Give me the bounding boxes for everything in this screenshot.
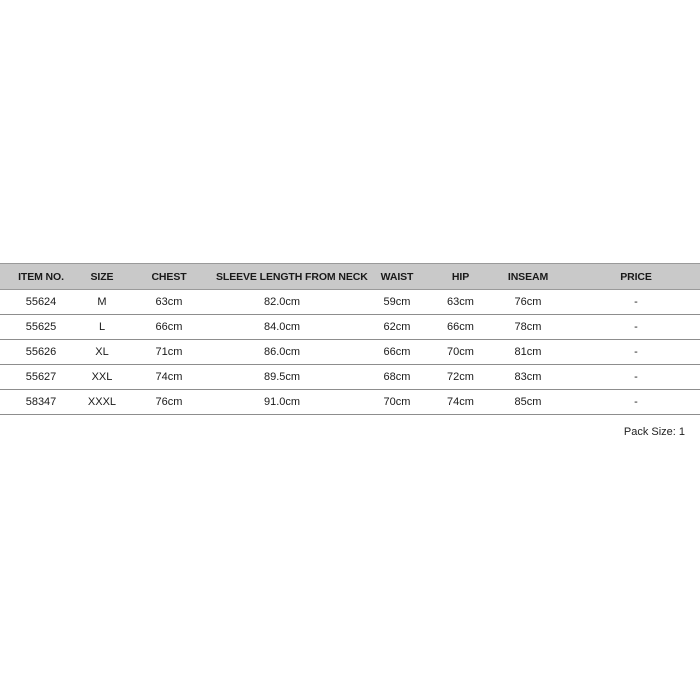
- waist-cell: 68cm: [383, 371, 411, 383]
- header-sleeve-length: SLEEVE LENGTH FROM NECK: [216, 270, 368, 283]
- price-cell: -: [634, 296, 638, 308]
- hip-cell: 70cm: [447, 346, 474, 358]
- hip-cell: 63cm: [447, 296, 474, 308]
- waist-cell: 70cm: [383, 396, 411, 408]
- chest-cell: 66cm: [155, 321, 183, 333]
- table-row: [0, 290, 700, 315]
- item-no-cell: 58347: [25, 396, 57, 408]
- header-waist: WAIST: [380, 270, 414, 283]
- chest-cell: 71cm: [155, 346, 183, 358]
- header-size: SIZE: [90, 270, 114, 283]
- item-no-cell: 55626: [25, 346, 57, 358]
- chest-cell: 76cm: [155, 396, 183, 408]
- chest-cell: 63cm: [155, 296, 183, 308]
- inseam-cell: 83cm: [514, 371, 542, 383]
- size-cell: XXL: [91, 371, 113, 383]
- size-chart-table: [0, 263, 700, 415]
- size-cell: XL: [95, 346, 109, 358]
- table-row: [0, 365, 700, 390]
- item-no-cell: 55625: [25, 321, 57, 333]
- table-header-row: [0, 263, 700, 290]
- waist-cell: 59cm: [383, 296, 411, 308]
- price-cell: -: [634, 346, 638, 358]
- hip-cell: 72cm: [447, 371, 474, 383]
- table-row: [0, 315, 700, 340]
- sleeve-length-cell: 91.0cm: [263, 396, 301, 408]
- header-item-no: ITEM NO.: [18, 270, 64, 283]
- sleeve-length-cell: 86.0cm: [263, 346, 301, 358]
- hip-cell: 74cm: [447, 396, 474, 408]
- item-no-cell: 55627: [25, 371, 57, 383]
- header-price: PRICE: [620, 270, 652, 283]
- header-chest: CHEST: [151, 270, 187, 283]
- size-cell: M: [97, 296, 107, 308]
- table-row: [0, 340, 700, 365]
- size-cell: L: [98, 321, 106, 333]
- size-cell: XXXL: [87, 396, 117, 408]
- header-hip: HIP: [451, 270, 470, 283]
- price-cell: -: [634, 371, 638, 383]
- sleeve-length-cell: 89.5cm: [263, 371, 301, 383]
- inseam-cell: 81cm: [514, 346, 542, 358]
- sleeve-length-cell: 84.0cm: [263, 321, 301, 333]
- price-cell: -: [634, 396, 638, 408]
- waist-cell: 62cm: [383, 321, 411, 333]
- inseam-cell: 78cm: [514, 321, 542, 333]
- sleeve-length-cell: 82.0cm: [263, 296, 301, 308]
- inseam-cell: 76cm: [514, 296, 542, 308]
- item-no-cell: 55624: [25, 296, 57, 308]
- price-cell: -: [634, 321, 638, 333]
- pack-size-label: Pack Size: 1: [623, 426, 685, 438]
- table-row: [0, 390, 700, 415]
- inseam-cell: 85cm: [514, 396, 542, 408]
- hip-cell: 66cm: [447, 321, 474, 333]
- waist-cell: 66cm: [383, 346, 411, 358]
- chest-cell: 74cm: [155, 371, 183, 383]
- header-inseam: INSEAM: [507, 270, 549, 283]
